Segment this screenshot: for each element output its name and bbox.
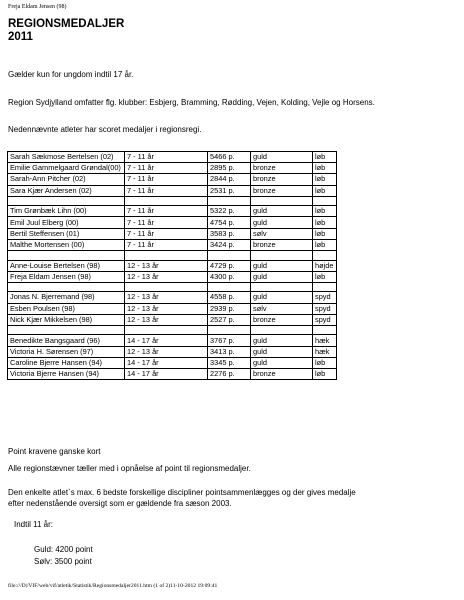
spacer-cell [313,325,337,335]
medal-cell: guld [251,357,313,368]
spacer-cell [208,325,251,335]
medal-cell: guld [251,292,313,303]
spacer-row [8,282,337,292]
discipline-cell: løb [313,185,337,196]
discipline-cell: spyd [313,292,337,303]
age-group-cell: 12 - 13 år [125,260,208,271]
table-row [8,206,337,217]
age-group-cell: 12 - 13 år [125,292,208,303]
points-cell: 4558 p. [208,292,251,303]
spacer-cell [125,251,208,261]
table-row [8,152,337,163]
points-cell: 3413 p. [208,346,251,357]
points-cell: 2939 p. [208,303,251,314]
spacer-cell [313,282,337,292]
spacer-cell [313,196,337,206]
discipline-cell: løb [313,228,337,239]
spacer-cell [8,325,125,335]
discipline-cell: løb [313,206,337,217]
age-group-cell: 7 - 11 år [125,185,208,196]
medal-cell: guld [251,271,313,282]
medal-cell: bronze [251,174,313,185]
page-title [8,18,124,43]
discipline-cell: løb [313,239,337,250]
spacer-cell [125,282,208,292]
table-row [8,163,337,174]
table-row [8,369,337,380]
table-row [8,271,337,282]
medal-cell: guld [251,152,313,163]
table-row [8,303,337,314]
medal-cell: guld [251,346,313,357]
medal-cell: bronze [251,239,313,250]
age-group-cell: 12 - 13 år [125,314,208,325]
athletes-intro-text: Nedennævnte atleter har scoret medaljer i regionsregi. [8,125,202,134]
medal-cell: guld [251,217,313,228]
table-row [8,185,337,196]
discipline-cell: løb [313,217,337,228]
athlete-name-cell: Freja Eldam Jensen (98) [8,271,125,282]
points-cell: 4754 p. [208,217,251,228]
table-row [8,217,337,228]
spacer-row [8,325,337,335]
spacer-cell [125,196,208,206]
spacer-cell [251,282,313,292]
athlete-name-cell: Victoria Bjerre Hansen (94) [8,369,125,380]
age-group-cell: 12 - 13 år [125,346,208,357]
point-requirements-heading: Point kravene ganske kort [8,447,101,456]
athlete-name-cell: Emilie Gammelgaard Grøndal(00) [8,163,125,174]
table-row [8,228,337,239]
points-cell: 2276 p. [208,369,251,380]
running-head: Freja Eldam Jensen (98) [8,4,67,10]
rule-text-line-1: Den enkelte atlet`s max. 6 bedste forskellige discipliner pointsammenlægges og der gives medalje [8,488,356,497]
medal-cell: bronze [251,185,313,196]
table-row [8,239,337,250]
medal-cell: guld [251,260,313,271]
all-events-text: Alle regionstævner tæller med i opnåelse af point til regionsmedaljer. [8,464,251,473]
medal-cell: bronze [251,163,313,174]
medal-cell: sølv [251,303,313,314]
discipline-cell: løb [313,163,337,174]
spacer-cell [208,251,251,261]
athlete-name-cell: Emil Juul Elberg (00) [8,217,125,228]
points-cell: 5322 p. [208,206,251,217]
athlete-name-cell: Nick Kjær Mikkelsen (98) [8,314,125,325]
athlete-name-cell: Jonas N. Bjerremand (98) [8,292,125,303]
athlete-name-cell: Malthe Mortensen (00) [8,239,125,250]
spacer-cell [208,196,251,206]
title-line-2: 2011 [8,30,33,43]
age-group-cell: 7 - 11 år [125,228,208,239]
spacer-cell [251,251,313,261]
athlete-name-cell: Benedikte Bangsgaard (96) [8,335,125,346]
medal-cell: guld [251,335,313,346]
age-group-cell: 14 - 17 år [125,335,208,346]
points-cell: 2527 p. [208,314,251,325]
level-silver: Sølv: 3500 point [34,557,92,566]
medal-cell: sølv [251,228,313,239]
age-group-cell: 7 - 11 år [125,239,208,250]
spacer-row [8,196,337,206]
spacer-cell [313,251,337,261]
discipline-cell: løb [313,357,337,368]
points-cell: 4729 p. [208,260,251,271]
points-cell: 3424 p. [208,239,251,250]
table-row [8,357,337,368]
table-row [8,335,337,346]
points-cell: 2844 p. [208,174,251,185]
age-group-cell: 14 - 17 år [125,357,208,368]
spacer-row [8,251,337,261]
points-cell: 3583 p. [208,228,251,239]
spacer-cell [251,325,313,335]
table-row [8,292,337,303]
spacer-cell [8,251,125,261]
age-group-cell: 7 - 11 år [125,174,208,185]
footer-file-path: file:///D|/VIF/web/vif/atletik/Statistik/Regionsmedaljer2011.htm (1 of 2)11-10-2012 19:09:41 [8,583,218,589]
discipline-cell: spyd [313,314,337,325]
medal-cell: bronze [251,314,313,325]
athlete-name-cell: Anne-Louise Bertelsen (98) [8,260,125,271]
age-group-cell: 7 - 11 år [125,163,208,174]
points-cell: 2531 p. [208,185,251,196]
athlete-name-cell: Sara Kjær Andersen (02) [8,185,125,196]
table-row [8,174,337,185]
title-line-1: REGIONSMEDALJER [8,18,125,30]
athlete-name-cell: Sarah Sækmose Bertelsen (02) [8,152,125,163]
rule-text-line-2: efter nedenstående oversigt som er gældende fra sæson 2003. [8,499,232,508]
discipline-cell: løb [313,271,337,282]
discipline-cell: løb [313,174,337,185]
athlete-name-cell: Caroline Bjerre Hansen (94) [8,357,125,368]
discipline-cell: spyd [313,303,337,314]
athlete-name-cell: Victoria H. Sørensen (97) [8,346,125,357]
age-group-cell: 7 - 11 år [125,152,208,163]
table-row [8,314,337,325]
medal-cell: guld [251,206,313,217]
medal-cell: bronze [251,369,313,380]
age-group-cell: 7 - 11 år [125,206,208,217]
discipline-cell: løb [313,152,337,163]
spacer-cell [8,282,125,292]
spacer-cell [251,196,313,206]
spacer-cell [125,325,208,335]
spacer-cell [8,196,125,206]
region-clubs-text: Region Sydjylland omfatter flg. klubber: Esbjerg, Bramming, Rødding, Vejen, Kolding, Vejle og Horsens. [8,98,375,107]
table-row [8,346,337,357]
spacer-cell [208,282,251,292]
age-limit-text: Gælder kun for ungdom indtil 17 år. [8,70,134,79]
points-cell: 3345 p. [208,357,251,368]
points-cell: 3767 p. [208,335,251,346]
age-group-cell: 12 - 13 år [125,303,208,314]
age-group-cell: 7 - 11 år [125,217,208,228]
age-group-cell: 14 - 17 år [125,369,208,380]
athlete-name-cell: Esben Poulsen (98) [8,303,125,314]
athlete-name-cell: Sarah-Ann Pitcher (02) [8,174,125,185]
age-group-cell: 12 - 13 år [125,271,208,282]
discipline-cell: løb [313,369,337,380]
level-gold: Guld: 4200 point [34,545,93,554]
discipline-cell: højde [313,260,337,271]
points-cell: 5466 p. [208,152,251,163]
table-row [8,260,337,271]
points-cell: 2895 p. [208,163,251,174]
discipline-cell: hæk [313,346,337,357]
medal-table [7,151,337,380]
athlete-name-cell: Tim Grønbæk Lihn (00) [8,206,125,217]
discipline-cell: hæk [313,335,337,346]
athlete-name-cell: Bertil Steffensen (01) [8,228,125,239]
level-heading: Indtil 11 år: [14,520,53,529]
points-cell: 4300 p. [208,271,251,282]
